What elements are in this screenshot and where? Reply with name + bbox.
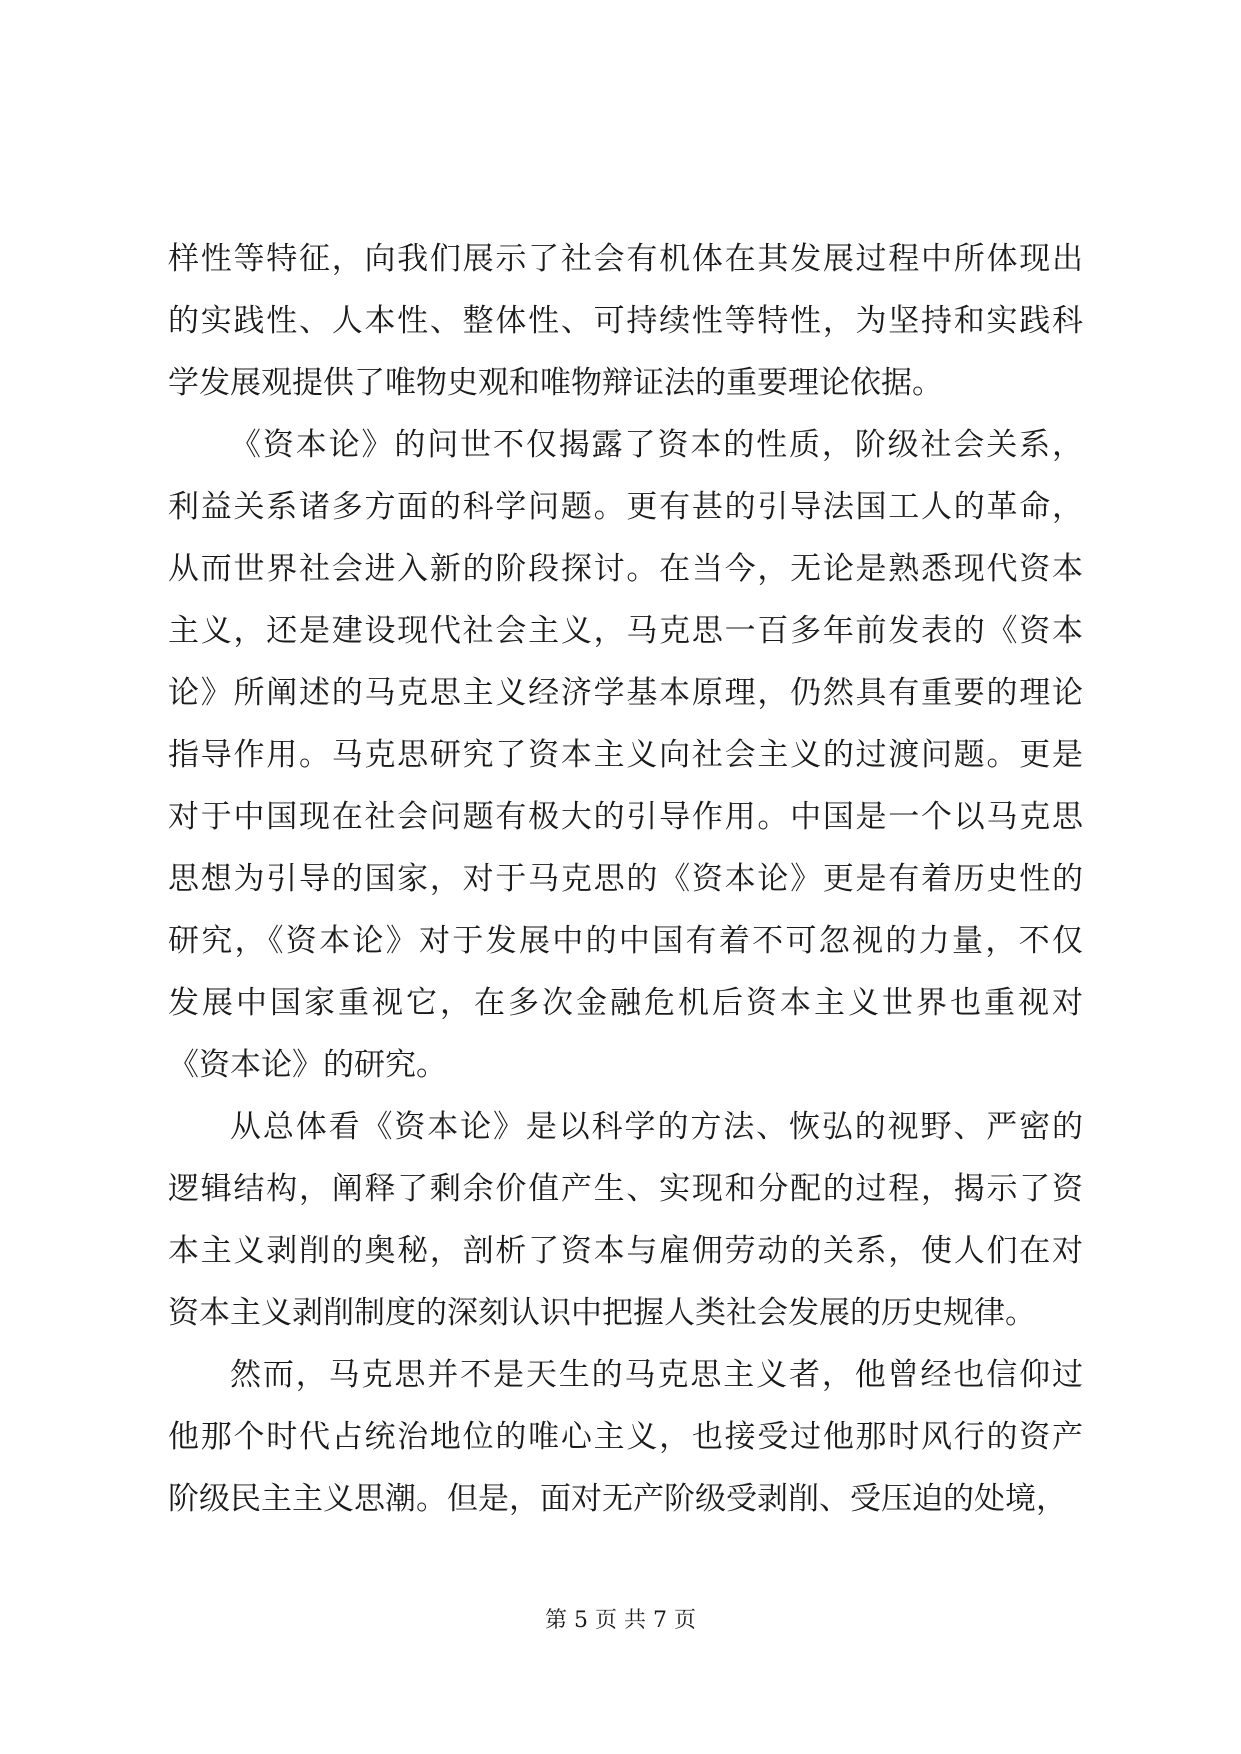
text-line: 《资本论》的问世不仅揭露了资本的性质，阶级社会关系，	[230, 427, 1083, 463]
text-line: 主义，还是建设现代社会主义，马克思一百多年前发表的《资本	[168, 613, 1083, 649]
text-line: 资本主义剥削制度的深刻认识中把握人类社会发展的历史规律。	[168, 1295, 1036, 1331]
text-line: 本主义剥削的奥秘，剖析了资本与雇佣劳动的关系，使人们在对	[168, 1233, 1083, 1269]
text-line: 对于中国现在社会问题有极大的引导作用。中国是一个以马克思	[168, 799, 1083, 835]
body-text	[168, 228, 1083, 1530]
text-line: 指导作用。马克思研究了资本主义向社会主义的过渡问题。更是	[168, 737, 1083, 773]
text-line: 然而，马克思并不是天生的马克思主义者，他曾经也信仰过	[230, 1357, 1083, 1393]
text-line: 研究，《资本论》对于发展中的中国有着不可忽视的力量，不仅	[168, 923, 1083, 959]
text-line: 逻辑结构，阐释了剩余价值产生、实现和分配的过程，揭示了资	[168, 1171, 1083, 1207]
text-line: 思想为引导的国家，对于马克思的《资本论》更是有着历史性的	[168, 861, 1083, 897]
text-line: 的实践性、人本性、整体性、可持续性等特性，为坚持和实践科	[168, 303, 1083, 339]
text-line: 利益关系诸多方面的科学问题。更有甚的引导法国工人的革命，	[168, 489, 1083, 525]
text-line: 从而世界社会进入新的阶段探讨。在当今，无论是熟悉现代资本	[168, 551, 1083, 587]
text-line: 发展中国家重视它，在多次金融危机后资本主义世界也重视对	[168, 985, 1083, 1021]
text-line: 从总体看《资本论》是以科学的方法、恢弘的视野、严密的	[230, 1109, 1083, 1145]
text-line: 样性等特征，向我们展示了社会有机体在其发展过程中所体现出	[168, 241, 1083, 277]
text-line: 《资本论》的研究。	[168, 1047, 447, 1083]
text-line: 阶级民主主义思潮。但是，面对无产阶级受剥削、受压迫的处境，	[168, 1481, 1067, 1517]
text-line: 学发展观提供了唯物史观和唯物辩证法的重要理论依据。	[168, 365, 943, 401]
text-line: 论》所阐述的马克思主义经济学基本原理，仍然具有重要的理论	[168, 675, 1083, 711]
text-line: 他那个时代占统治地位的唯心主义，也接受过他那时风行的资产	[168, 1419, 1083, 1455]
page-footer: 第 5 页 共 7 页	[545, 1608, 696, 1633]
